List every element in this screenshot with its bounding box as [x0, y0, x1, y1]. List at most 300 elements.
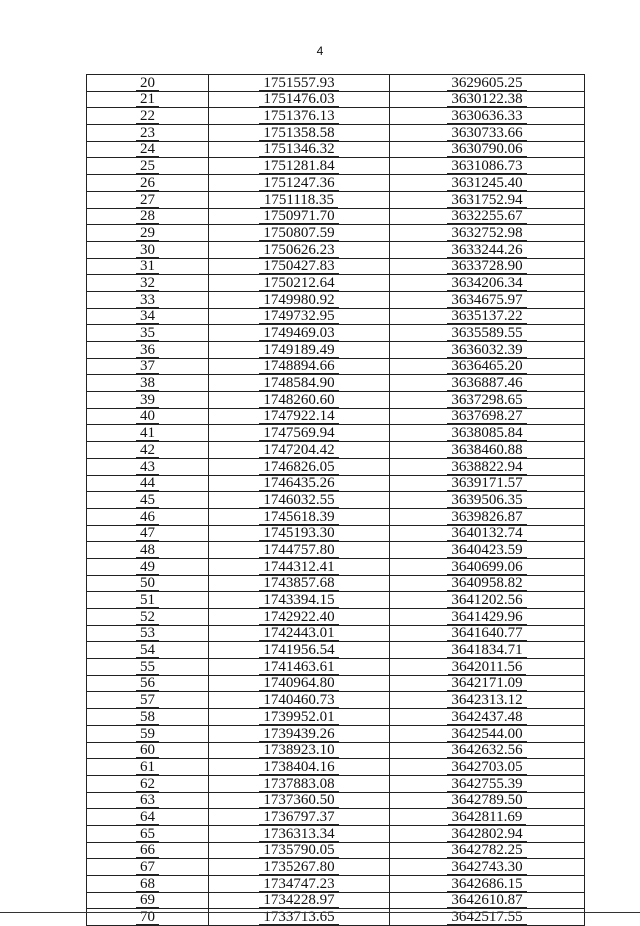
y-coordinate-cell	[390, 625, 585, 642]
cell-value: 1745193.30	[259, 526, 338, 541]
cell-value: 61	[136, 760, 159, 775]
y-coordinate-cell	[390, 892, 585, 909]
cell-value: 69	[136, 893, 159, 908]
point-number-cell	[87, 458, 209, 475]
x-coordinate-cell	[209, 859, 390, 876]
y-coordinate-cell	[390, 291, 585, 308]
y-coordinate-cell	[390, 742, 585, 759]
x-coordinate-cell	[209, 408, 390, 425]
cell-value: 3642782.25	[447, 843, 526, 858]
cell-value: 1750807.59	[259, 226, 338, 241]
cell-value: 1737360.50	[259, 793, 338, 808]
point-number-cell	[87, 859, 209, 876]
table-row	[87, 458, 585, 475]
y-coordinate-cell	[390, 775, 585, 792]
cell-value: 3641640.77	[447, 626, 526, 641]
point-number-cell	[87, 659, 209, 676]
table-row	[87, 592, 585, 609]
point-number-cell	[87, 191, 209, 208]
table-row	[87, 609, 585, 626]
cell-value: 3642544.00	[447, 727, 526, 742]
point-number-cell	[87, 625, 209, 642]
cell-value: 1734747.23	[259, 877, 338, 892]
cell-value: 63	[136, 793, 159, 808]
point-number-cell	[87, 508, 209, 525]
table-row	[87, 842, 585, 859]
x-coordinate-cell	[209, 442, 390, 459]
y-coordinate-cell	[390, 75, 585, 92]
point-number-cell	[87, 876, 209, 893]
cell-value: 1750427.83	[259, 259, 338, 274]
cell-value: 1747922.14	[259, 409, 338, 424]
cell-value: 54	[136, 643, 159, 658]
table-row	[87, 809, 585, 826]
point-number-cell	[87, 475, 209, 492]
coordinates-table	[86, 74, 585, 926]
cell-value: 34	[136, 309, 159, 324]
y-coordinate-cell	[390, 709, 585, 726]
cell-value: 20	[136, 76, 159, 91]
x-coordinate-cell	[209, 258, 390, 275]
cell-value: 3640958.82	[447, 576, 526, 591]
cell-value: 51	[136, 593, 159, 608]
point-number-cell	[87, 175, 209, 192]
x-coordinate-cell	[209, 809, 390, 826]
cell-value: 3630790.06	[447, 142, 526, 157]
table-row	[87, 775, 585, 792]
x-coordinate-cell	[209, 575, 390, 592]
table-row	[87, 759, 585, 776]
point-number-cell	[87, 275, 209, 292]
cell-value: 60	[136, 743, 159, 758]
cell-value: 3641202.56	[447, 593, 526, 608]
cell-value: 41	[136, 426, 159, 441]
cell-value: 35	[136, 326, 159, 341]
y-coordinate-cell	[390, 692, 585, 709]
cell-value: 3632752.98	[447, 226, 526, 241]
x-coordinate-cell	[209, 458, 390, 475]
table-row	[87, 659, 585, 676]
table-row	[87, 108, 585, 125]
cell-value: 22	[136, 109, 159, 124]
point-number-cell	[87, 825, 209, 842]
point-number-cell	[87, 425, 209, 442]
cell-value: 64	[136, 810, 159, 825]
table-row	[87, 825, 585, 842]
cell-value: 3642011.56	[448, 660, 527, 675]
cell-value: 1751358.58	[259, 126, 338, 141]
point-number-cell	[87, 258, 209, 275]
cell-value: 1751476.03	[259, 92, 338, 107]
y-coordinate-cell	[390, 492, 585, 509]
x-coordinate-cell	[209, 141, 390, 158]
cell-value: 45	[136, 493, 159, 508]
cell-value: 1737883.08	[259, 777, 338, 792]
cell-value: 3639506.35	[447, 493, 526, 508]
y-coordinate-cell	[390, 258, 585, 275]
y-coordinate-cell	[390, 508, 585, 525]
cell-value: 66	[136, 843, 159, 858]
cell-value: 47	[136, 526, 159, 541]
x-coordinate-cell	[209, 842, 390, 859]
cell-value: 3642313.12	[447, 693, 526, 708]
table-row	[87, 175, 585, 192]
point-number-cell	[87, 308, 209, 325]
cell-value: 1733713.65	[259, 910, 338, 925]
point-number-cell	[87, 592, 209, 609]
y-coordinate-cell	[390, 358, 585, 375]
x-coordinate-cell	[209, 125, 390, 142]
x-coordinate-cell	[209, 625, 390, 642]
y-coordinate-cell	[390, 642, 585, 659]
point-number-cell	[87, 225, 209, 242]
table-row	[87, 392, 585, 409]
point-number-cell	[87, 358, 209, 375]
cell-value: 3635137.22	[447, 309, 526, 324]
cell-value: 1746032.55	[259, 493, 338, 508]
point-number-cell	[87, 442, 209, 459]
cell-value: 40	[136, 409, 159, 424]
point-number-cell	[87, 642, 209, 659]
cell-value: 1734228.97	[259, 893, 338, 908]
cell-value: 1746435.26	[259, 476, 338, 491]
x-coordinate-cell	[209, 759, 390, 776]
y-coordinate-cell	[390, 575, 585, 592]
x-coordinate-cell	[209, 558, 390, 575]
cell-value: 59	[136, 727, 159, 742]
x-coordinate-cell	[209, 392, 390, 409]
cell-value: 3630636.33	[447, 109, 526, 124]
table-row	[87, 191, 585, 208]
cell-value: 1745618.39	[259, 510, 338, 525]
cell-value: 3635589.55	[447, 326, 526, 341]
cell-value: 1750626.23	[259, 243, 338, 258]
x-coordinate-cell	[209, 492, 390, 509]
y-coordinate-cell	[390, 275, 585, 292]
point-number-cell	[87, 775, 209, 792]
cell-value: 3638822.94	[447, 460, 526, 475]
y-coordinate-cell	[390, 125, 585, 142]
table-row	[87, 709, 585, 726]
point-number-cell	[87, 525, 209, 542]
table-row	[87, 475, 585, 492]
x-coordinate-cell	[209, 308, 390, 325]
cell-value: 28	[136, 209, 159, 224]
table-row	[87, 575, 585, 592]
x-coordinate-cell	[209, 592, 390, 609]
cell-value: 1750212.64	[259, 276, 338, 291]
x-coordinate-cell	[209, 675, 390, 692]
cell-value: 1750971.70	[259, 209, 338, 224]
cell-value: 67	[136, 860, 159, 875]
cell-value: 1738404.16	[259, 760, 338, 775]
y-coordinate-cell	[390, 325, 585, 342]
y-coordinate-cell	[390, 158, 585, 175]
table-row	[87, 358, 585, 375]
cell-value: 1740460.73	[259, 693, 338, 708]
y-coordinate-cell	[390, 542, 585, 559]
cell-value: 39	[136, 393, 159, 408]
x-coordinate-cell	[209, 191, 390, 208]
point-number-cell	[87, 408, 209, 425]
cell-value: 3634675.97	[447, 293, 526, 308]
cell-value: 1742443.01	[259, 626, 338, 641]
x-coordinate-cell	[209, 475, 390, 492]
y-coordinate-cell	[390, 108, 585, 125]
cell-value: 3642703.05	[447, 760, 526, 775]
y-coordinate-cell	[390, 558, 585, 575]
cell-value: 3642517.55	[447, 910, 526, 925]
point-number-cell	[87, 208, 209, 225]
cell-value: 1744757.80	[259, 543, 338, 558]
page-bottom-rule	[0, 912, 640, 913]
cell-value: 3636465.20	[447, 359, 526, 374]
cell-value: 3631086.73	[447, 159, 526, 174]
cell-value: 49	[136, 560, 159, 575]
cell-value: 32	[136, 276, 159, 291]
cell-value: 25	[136, 159, 159, 174]
point-number-cell	[87, 325, 209, 342]
y-coordinate-cell	[390, 175, 585, 192]
cell-value: 3642686.15	[447, 877, 526, 892]
y-coordinate-cell	[390, 759, 585, 776]
y-coordinate-cell	[390, 342, 585, 359]
point-number-cell	[87, 125, 209, 142]
cell-value: 3642811.69	[448, 810, 527, 825]
point-number-cell	[87, 792, 209, 809]
table-row	[87, 342, 585, 359]
cell-value: 3640699.06	[447, 560, 526, 575]
cell-value: 70	[136, 910, 159, 925]
x-coordinate-cell	[209, 642, 390, 659]
cell-value: 1743394.15	[259, 593, 338, 608]
table-row	[87, 625, 585, 642]
cell-value: 29	[136, 226, 159, 241]
cell-value: 3630122.38	[447, 92, 526, 107]
cell-value: 1747204.42	[259, 443, 338, 458]
cell-value: 43	[136, 460, 159, 475]
cell-value: 52	[136, 610, 159, 625]
table-row	[87, 208, 585, 225]
point-number-cell	[87, 759, 209, 776]
point-number-cell	[87, 91, 209, 108]
point-number-cell	[87, 742, 209, 759]
cell-value: 53	[136, 626, 159, 641]
cell-value: 1751247.36	[259, 176, 338, 191]
cell-value: 62	[136, 777, 159, 792]
y-coordinate-cell	[390, 675, 585, 692]
y-coordinate-cell	[390, 659, 585, 676]
table-row	[87, 125, 585, 142]
point-number-cell	[87, 542, 209, 559]
x-coordinate-cell	[209, 709, 390, 726]
x-coordinate-cell	[209, 208, 390, 225]
cell-value: 24	[136, 142, 159, 157]
table-row	[87, 642, 585, 659]
x-coordinate-cell	[209, 375, 390, 392]
cell-value: 21	[136, 92, 159, 107]
x-coordinate-cell	[209, 692, 390, 709]
cell-value: 58	[136, 710, 159, 725]
y-coordinate-cell	[390, 525, 585, 542]
y-coordinate-cell	[390, 792, 585, 809]
cell-value: 1736797.37	[259, 810, 338, 825]
cell-value: 37	[136, 359, 159, 374]
table-row	[87, 725, 585, 742]
x-coordinate-cell	[209, 425, 390, 442]
x-coordinate-cell	[209, 175, 390, 192]
point-number-cell	[87, 158, 209, 175]
y-coordinate-cell	[390, 408, 585, 425]
x-coordinate-cell	[209, 825, 390, 842]
cell-value: 3638085.84	[447, 426, 526, 441]
point-number-cell	[87, 892, 209, 909]
point-number-cell	[87, 809, 209, 826]
table-row	[87, 158, 585, 175]
y-coordinate-cell	[390, 809, 585, 826]
cell-value: 3642610.87	[447, 893, 526, 908]
table-row	[87, 325, 585, 342]
cell-value: 3636887.46	[447, 376, 526, 391]
cell-value: 36	[136, 343, 159, 358]
cell-value: 1751346.32	[259, 142, 338, 157]
x-coordinate-cell	[209, 91, 390, 108]
cell-value: 3642789.50	[447, 793, 526, 808]
y-coordinate-cell	[390, 859, 585, 876]
y-coordinate-cell	[390, 91, 585, 108]
cell-value: 1735267.80	[259, 860, 338, 875]
x-coordinate-cell	[209, 342, 390, 359]
cell-value: 3642171.09	[447, 676, 526, 691]
table-row	[87, 241, 585, 258]
x-coordinate-cell	[209, 876, 390, 893]
cell-value: 1749980.92	[259, 293, 338, 308]
point-number-cell	[87, 141, 209, 158]
point-number-cell	[87, 108, 209, 125]
cell-value: 56	[136, 676, 159, 691]
y-coordinate-cell	[390, 609, 585, 626]
cell-value: 3642802.94	[447, 827, 526, 842]
y-coordinate-cell	[390, 375, 585, 392]
x-coordinate-cell	[209, 158, 390, 175]
cell-value: 3629605.25	[447, 76, 526, 91]
point-number-cell	[87, 609, 209, 626]
table-row	[87, 508, 585, 525]
cell-value: 1751281.84	[259, 159, 338, 174]
cell-value: 1748260.60	[259, 393, 338, 408]
cell-value: 31	[136, 259, 159, 274]
point-number-cell	[87, 291, 209, 308]
table-row	[87, 742, 585, 759]
cell-value: 1736313.34	[259, 827, 338, 842]
cell-value: 3638460.88	[447, 443, 526, 458]
y-coordinate-cell	[390, 592, 585, 609]
cell-value: 3637298.65	[447, 393, 526, 408]
table-row	[87, 876, 585, 893]
table-row	[87, 141, 585, 158]
cell-value: 3641834.71	[447, 643, 526, 658]
point-number-cell	[87, 692, 209, 709]
cell-value: 1746826.05	[259, 460, 338, 475]
cell-value: 55	[136, 660, 159, 675]
y-coordinate-cell	[390, 458, 585, 475]
point-number-cell	[87, 675, 209, 692]
table-row	[87, 892, 585, 909]
cell-value: 1749732.95	[259, 309, 338, 324]
cell-value: 1742922.40	[259, 610, 338, 625]
cell-value: 1735790.05	[259, 843, 338, 858]
cell-value: 23	[136, 126, 159, 141]
point-number-cell	[87, 558, 209, 575]
x-coordinate-cell	[209, 508, 390, 525]
x-coordinate-cell	[209, 725, 390, 742]
cell-value: 3639826.87	[447, 510, 526, 525]
point-number-cell	[87, 392, 209, 409]
cell-value: 1751118.35	[260, 193, 338, 208]
x-coordinate-cell	[209, 241, 390, 258]
point-number-cell	[87, 725, 209, 742]
cell-value: 1738923.10	[259, 743, 338, 758]
cell-value: 1744312.41	[259, 560, 338, 575]
table-row	[87, 558, 585, 575]
point-number-cell	[87, 75, 209, 92]
cell-value: 38	[136, 376, 159, 391]
cell-value: 30	[136, 243, 159, 258]
table-row	[87, 408, 585, 425]
table-row	[87, 492, 585, 509]
cell-value: 3634206.34	[447, 276, 526, 291]
x-coordinate-cell	[209, 291, 390, 308]
x-coordinate-cell	[209, 542, 390, 559]
x-coordinate-cell	[209, 609, 390, 626]
cell-value: 3640132.74	[447, 526, 526, 541]
cell-value: 3631245.40	[447, 176, 526, 191]
cell-value: 57	[136, 693, 159, 708]
table-row	[87, 425, 585, 442]
table-row	[87, 859, 585, 876]
cell-value: 1751376.13	[259, 109, 338, 124]
x-coordinate-cell	[209, 792, 390, 809]
cell-value: 1748894.66	[259, 359, 338, 374]
cell-value: 48	[136, 543, 159, 558]
cell-value: 42	[136, 443, 159, 458]
y-coordinate-cell	[390, 475, 585, 492]
y-coordinate-cell	[390, 208, 585, 225]
cell-value: 1741956.54	[259, 643, 338, 658]
point-number-cell	[87, 709, 209, 726]
table-row	[87, 225, 585, 242]
point-number-cell	[87, 575, 209, 592]
point-number-cell	[87, 375, 209, 392]
cell-value: 1740964.80	[259, 676, 338, 691]
x-coordinate-cell	[209, 325, 390, 342]
point-number-cell	[87, 492, 209, 509]
cell-value: 3640423.59	[447, 543, 526, 558]
y-coordinate-cell	[390, 225, 585, 242]
cell-value: 3642437.48	[447, 710, 526, 725]
x-coordinate-cell	[209, 742, 390, 759]
y-coordinate-cell	[390, 392, 585, 409]
point-number-cell	[87, 342, 209, 359]
x-coordinate-cell	[209, 892, 390, 909]
y-coordinate-cell	[390, 141, 585, 158]
cell-value: 46	[136, 510, 159, 525]
cell-value: 3637698.27	[447, 409, 526, 424]
table-row	[87, 792, 585, 809]
y-coordinate-cell	[390, 241, 585, 258]
cell-value: 1747569.94	[259, 426, 338, 441]
cell-value: 3639171.57	[447, 476, 526, 491]
